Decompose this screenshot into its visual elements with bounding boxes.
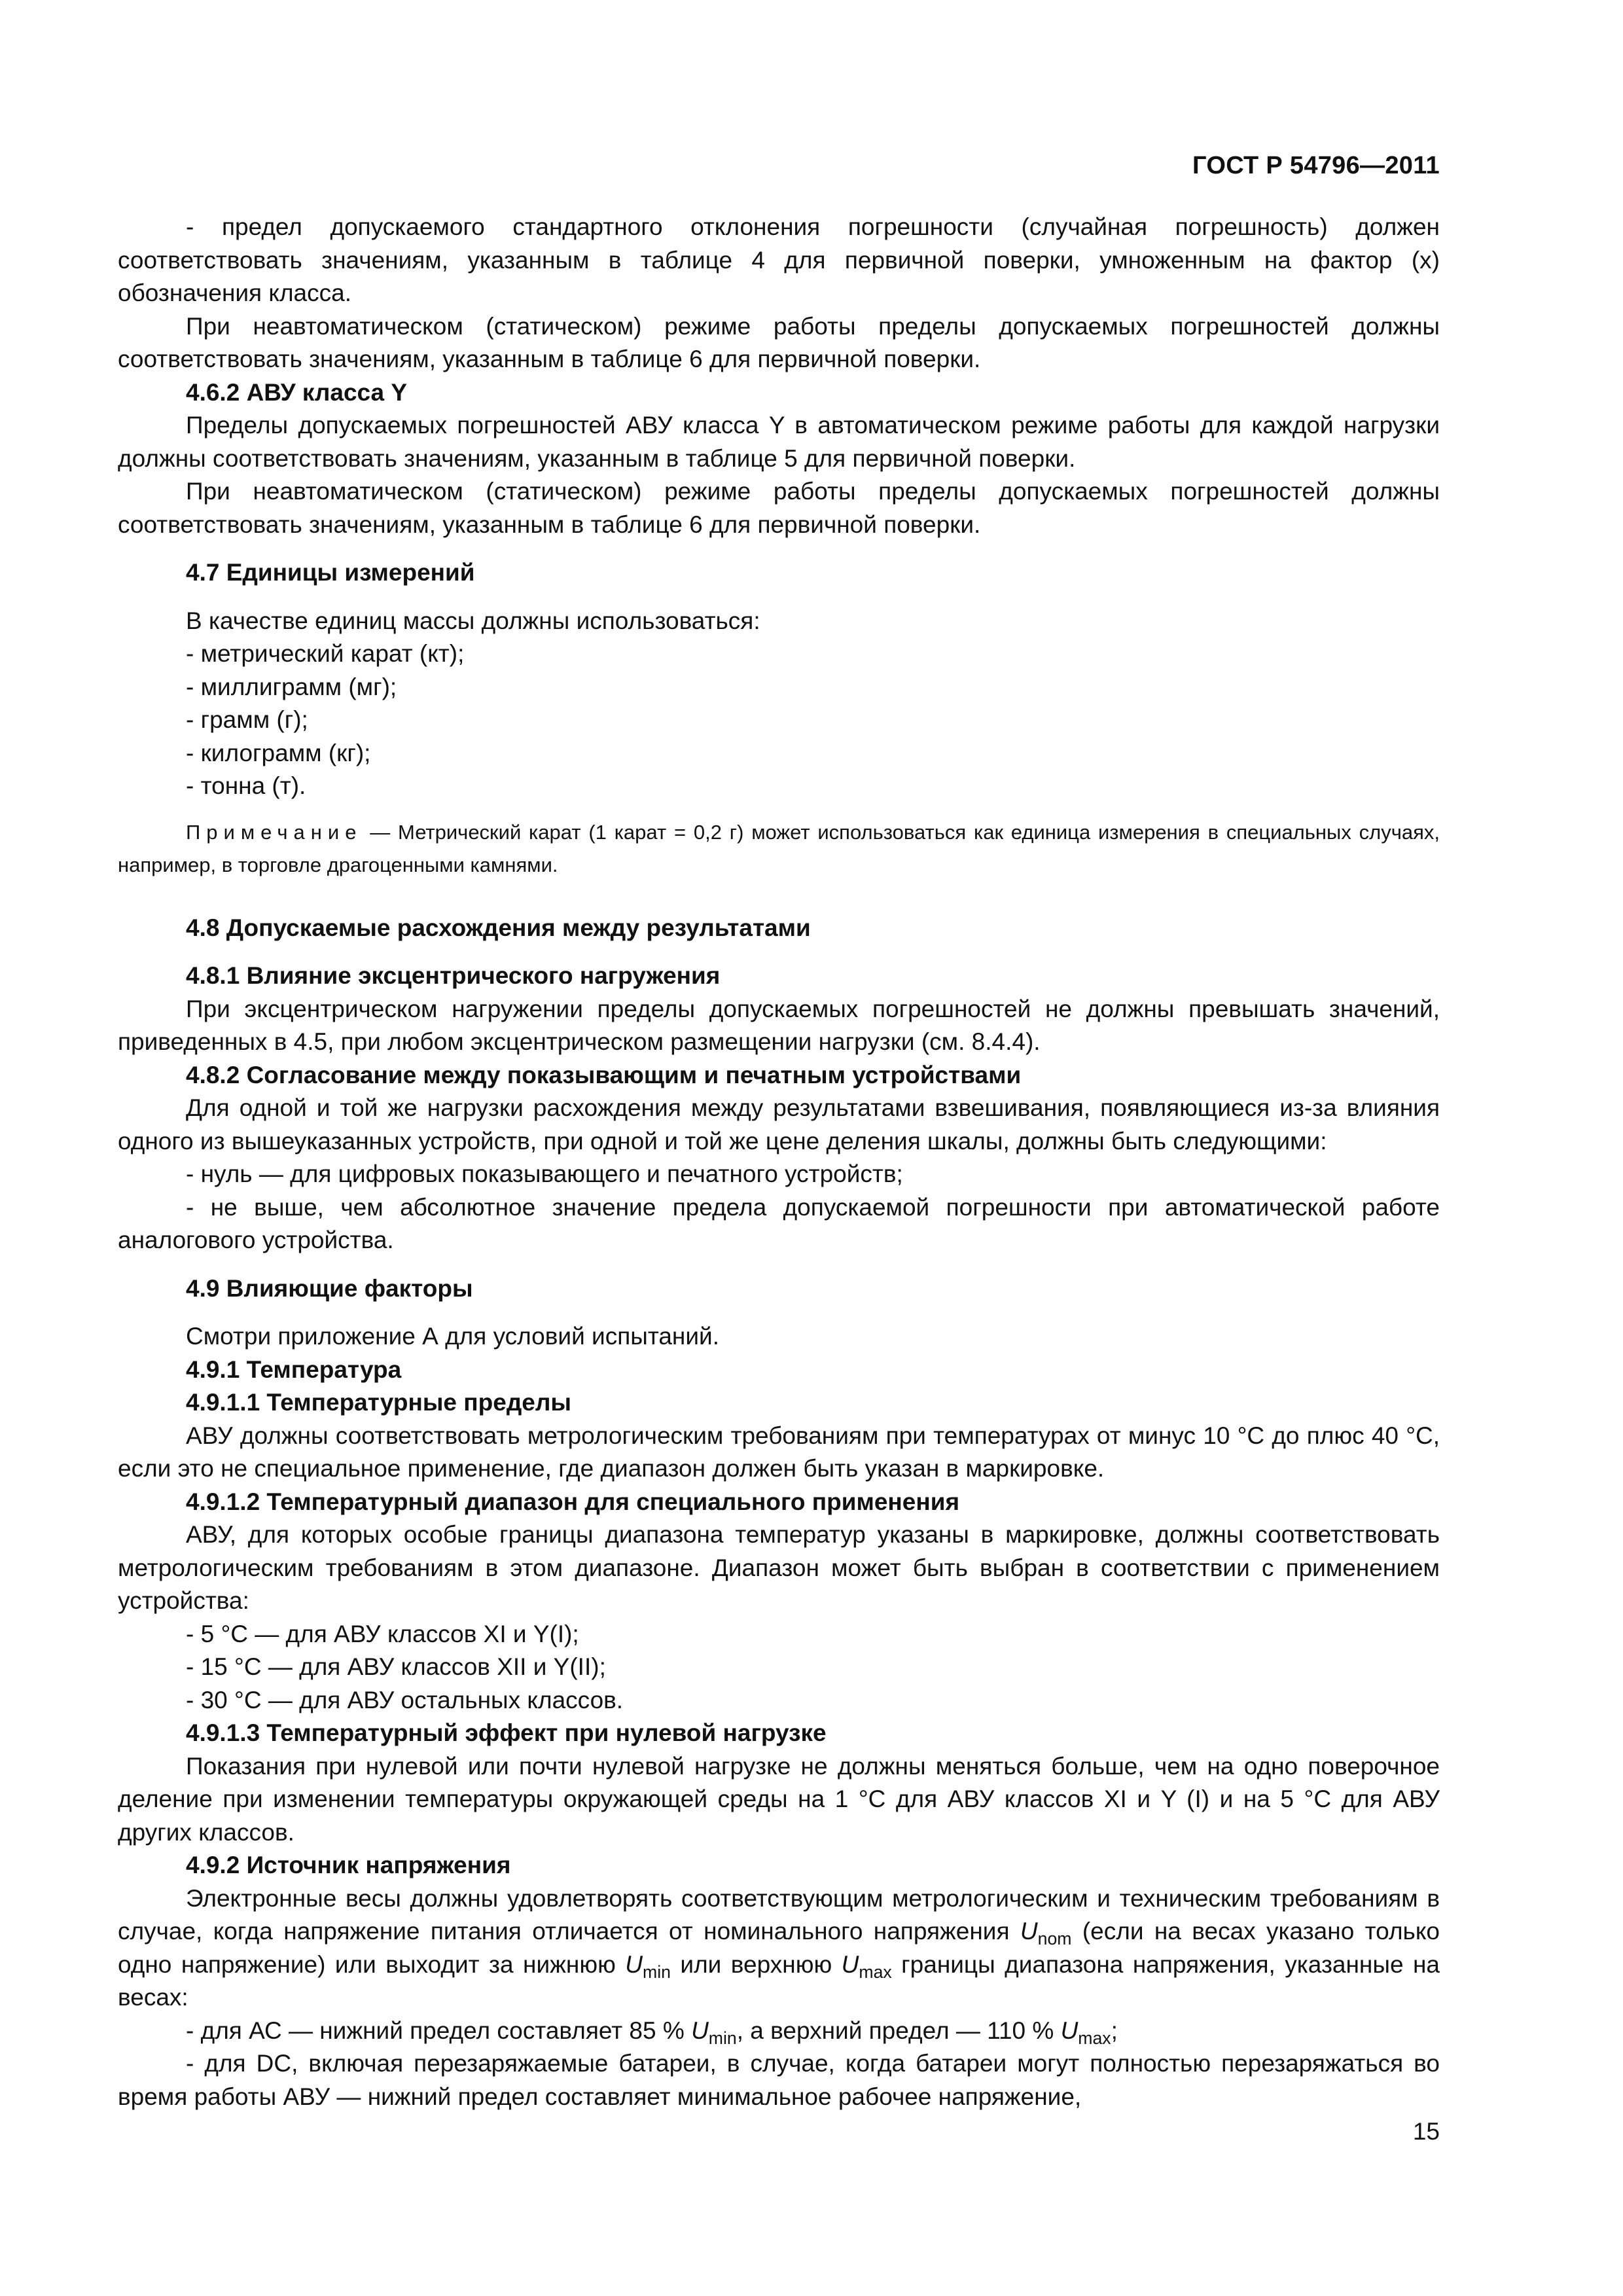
paragraph: - предел допускаемого стандартного отклонения погрешности (случайная погрешность) должен соответствовать значениям, указанным в таблице 4 для первичной поверки, умноженным на фактор (х) обозначения класса.	[118, 213, 1440, 306]
symbol-u: U	[625, 1950, 643, 1978]
section-heading-4-9-1-2: 4.9.1.2 Температурный диапазон для специального применения	[186, 1488, 960, 1515]
symbol-u: U	[1060, 2017, 1079, 2044]
paragraph: В качестве единиц массы должны использоваться:	[186, 607, 760, 634]
symbol-u: U	[691, 2017, 709, 2044]
list-item: - тонна (т).	[186, 772, 306, 799]
text-run: (если на весах указано только одно напряжение) или выходит за нижнюю	[118, 1918, 1440, 1978]
page-number: 15	[1412, 2118, 1440, 2145]
section-heading-4-6-2: 4.6.2 АВУ класса Y	[186, 378, 408, 406]
section-heading-4-8-1: 4.8.1 Влияние эксцентрического нагружения	[186, 962, 721, 989]
text-run: границы диапазона напряжения, указанные на весах:	[118, 1950, 1440, 2011]
text-run: Электронные весы должны удовлетворять соответствующим метрологическим и техническим требованиям в случае, когда напряжение питания отличается от номинального напряжения	[118, 1884, 1440, 1945]
symbol-u: U	[1020, 1918, 1038, 1945]
subscript-nom: nom	[1037, 1928, 1072, 1948]
subscript-min: min	[643, 1962, 671, 1982]
section-heading-4-8: 4.8 Допускаемые расхождения между результатами	[186, 914, 811, 941]
list-item: - 30 °С — для АВУ остальных классов.	[186, 1686, 624, 1713]
note-label: Примечание	[186, 820, 363, 844]
section-heading-4-7: 4.7 Единицы измерений	[186, 559, 475, 586]
paragraph: Смотри приложение А для условий испытаний.	[186, 1323, 719, 1350]
section-heading-4-9-1-3: 4.9.1.3 Температурный эффект при нулевой нагрузке	[186, 1719, 827, 1746]
section-heading-4-8-2: 4.8.2 Согласование между показывающим и печатным устройствами	[186, 1061, 1022, 1088]
subscript-max: max	[1078, 2028, 1111, 2048]
text-run: или верхнюю	[670, 1950, 842, 1978]
section-heading-4-9-1: 4.9.1 Температура	[186, 1355, 402, 1383]
section-heading-4-9-2: 4.9.2 Источник напряжения	[186, 1852, 511, 1878]
list-item: - килограмм (кг);	[186, 739, 371, 766]
list-item: - нуль — для цифровых показывающего и печатного устройств;	[186, 1160, 903, 1187]
list-item: - метрический карат (кт);	[186, 640, 465, 667]
paragraph: Для одной и той же нагрузки расхождения между результатами взвешивания, появляющиеся из-за влияния одного из вышеуказанных устройств, при одной и той же цене деления шкалы, должны быть следующими:	[118, 1094, 1440, 1155]
text-run: - для АС — нижний предел составляет 85 %	[186, 2017, 692, 2044]
list-item: - 15 °С — для АВУ классов XII и Y(II);	[186, 1653, 606, 1680]
list-item: - 5 °С — для АВУ классов XI и Y(I);	[186, 1620, 579, 1647]
text-run: , а верхний предел — 110 %	[736, 2017, 1061, 2044]
paragraph: Пределы допускаемых погрешностей АВУ класса Y в автоматическом режиме работы для каждой нагрузки должны соответствовать значениям, указанным в таблице 5 для первичной поверки.	[118, 412, 1440, 472]
document-code-header: ГОСТ Р 54796—2011	[1192, 152, 1440, 179]
subscript-max: max	[859, 1962, 892, 1982]
list-item: - грамм (г);	[186, 706, 308, 733]
paragraph: АВУ должны соответствовать метрологическим требованиям при температурах от минус 10 °С до плюс 40 °С, если это не специальное применение, где диапазон должен быть указан в маркировке.	[118, 1422, 1440, 1482]
document-body	[118, 211, 1440, 2113]
section-heading-4-9-1-1: 4.9.1.1 Температурные пределы	[186, 1389, 571, 1416]
subscript-min: min	[708, 2028, 737, 2048]
paragraph: АВУ, для которых особые границы диапазона температур указаны в маркировке, должны соответствовать метрологическим требованиям в этом диапазоне. Диапазон может быть выбран в соответствии с применением устройства:	[118, 1521, 1440, 1614]
paragraph	[118, 1882, 1440, 2015]
list-item: - миллиграмм (мг);	[186, 673, 397, 700]
list-item: - для DC, включая перезаряжаемые батареи, в случае, когда батареи могут полностью перезаряжаться во время работы АВУ — нижний предел составляет минимальное рабочее напряжение,	[118, 2050, 1440, 2110]
paragraph: При неавтоматическом (статическом) режиме работы пределы допускаемых погрешностей должны соответствовать значениям, указанным в таблице 6 для первичной поверки.	[118, 312, 1440, 372]
document-page	[118, 0, 1440, 2296]
text-run: ;	[1111, 2017, 1118, 2044]
paragraph: Показания при нулевой или почти нулевой нагрузке не должны меняться больше, чем на одно поверочное деление при изменении температуры окружающей среды на 1 °С для АВУ классов XI и Y (I) и на 5 °С для АВУ других классов.	[118, 1752, 1440, 1846]
list-item	[118, 2015, 1440, 2048]
section-heading-4-9: 4.9 Влияющие факторы	[186, 1274, 473, 1302]
symbol-u: U	[841, 1950, 859, 1978]
paragraph: При неавтоматическом (статическом) режиме работы пределы допускаемых погрешностей должны соответствовать значениям, указанным в таблице 6 для первичной поверки.	[118, 478, 1440, 538]
note-text: — Метрический карат (1 карат = 0,2 г) может использоваться как единица измерения в специальных случаях, например, в торговле драгоценными камнями.	[118, 820, 1440, 876]
paragraph: При эксцентрическом нагружении пределы допускаемых погрешностей не должны превышать значений, приведенных в 4.5, при любом эксцентрическом размещении нагрузки (см. 8.4.4).	[118, 995, 1440, 1055]
note	[118, 816, 1440, 882]
list-item: - не выше, чем абсолютное значение предела допускаемой погрешности при автоматической работе аналогового устройства.	[118, 1193, 1440, 1253]
